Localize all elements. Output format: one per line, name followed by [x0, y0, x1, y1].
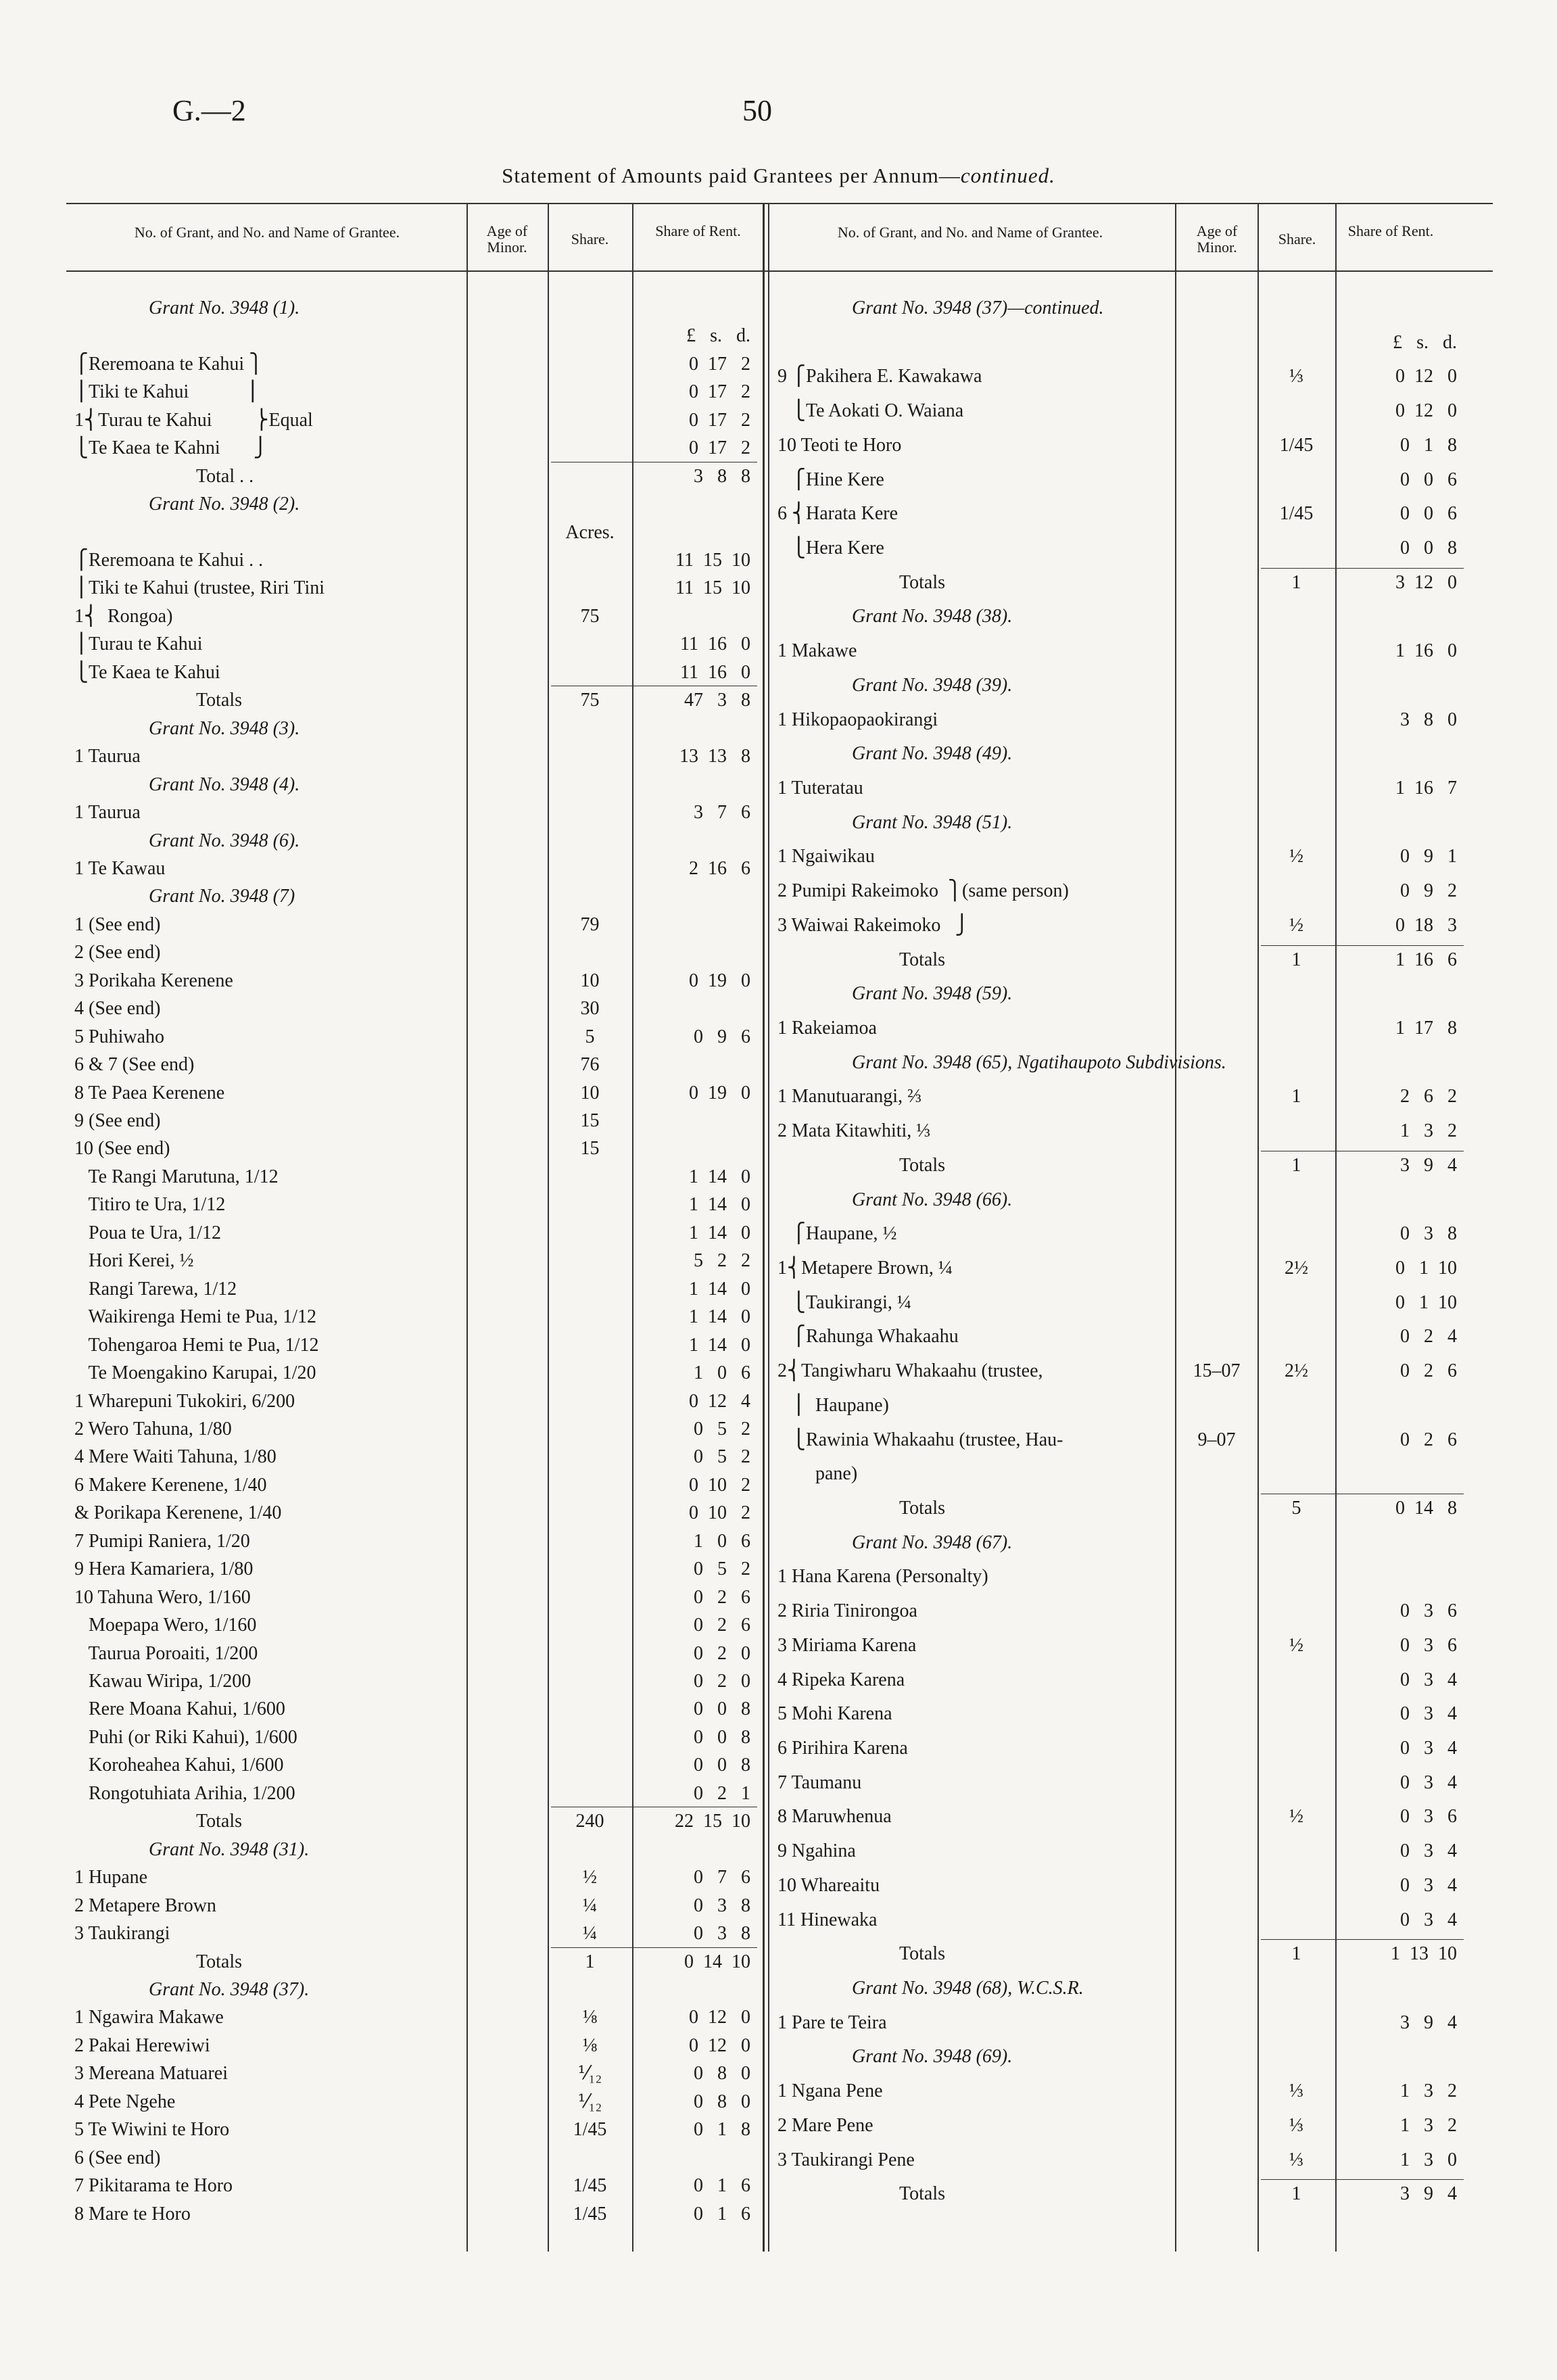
right-rent: 3 9 4 [1400, 2183, 1457, 2204]
left-name: ⎩Te Kaea te Kahni ⎭ [74, 437, 268, 458]
right-name: 3 Taukirangi Pene [777, 2149, 915, 2170]
right-rent: 0 3 4 [1400, 1669, 1457, 1690]
right-total-rule [1261, 2179, 1464, 2180]
right-share: 1/45 [1279, 503, 1314, 524]
right-rent: 1 17 8 [1395, 1018, 1457, 1039]
left-rent: 0 3 8 [694, 1895, 750, 1916]
right-name: Grant No. 3948 (68), W.C.S.R. [852, 1978, 1084, 1999]
left-name: 1 Te Kawau [74, 858, 166, 879]
left-name: 6 (See end) [74, 2147, 161, 2168]
left-rent: 0 17 2 [689, 410, 750, 431]
left-total-rule [551, 1947, 757, 1948]
right-rent: 2 6 2 [1400, 1086, 1457, 1107]
left-rent: 0 10 2 [689, 1502, 750, 1523]
left-name: Totals [196, 690, 243, 711]
left-name: & Porikapa Kerenene, 1/40 [74, 1502, 282, 1523]
right-minor: 15–07 [1193, 1360, 1241, 1381]
right-rent: 0 3 6 [1400, 1806, 1457, 1827]
left-name: ⎪Turau te Kahui [74, 634, 203, 654]
divider-l2 [548, 203, 549, 2252]
left-share: 1 [585, 1951, 595, 1972]
left-share: ⅟₁₂ [577, 2091, 602, 2112]
left-rent: 0 17 2 [689, 381, 750, 402]
right-name: 7 Taumanu [777, 1772, 862, 1793]
left-rent: 1 14 0 [689, 1166, 750, 1187]
left-name: 1 Wharepuni Tukokiri, 6/200 [74, 1391, 295, 1412]
right-name: 4 Ripeka Karena [777, 1669, 905, 1690]
right-share: 1 [1291, 949, 1301, 970]
right-rent: 3 8 0 [1400, 709, 1457, 730]
left-share: 1/45 [573, 2204, 607, 2224]
left-rent: 3 7 6 [694, 802, 750, 823]
right-rent: 0 9 1 [1400, 846, 1457, 867]
right-total-rule [1261, 1939, 1464, 1940]
right-name: ⎩Te Aokati O. Waiana [777, 400, 964, 421]
right-name: 1 Pare te Teira [777, 2012, 887, 2033]
left-rent: 0 14 10 [684, 1951, 750, 1972]
divider-l3 [632, 203, 633, 2252]
col-header-right-name: No. of Grant, and No. and Name of Grantee. [837, 224, 1103, 241]
right-share: 5 [1291, 1498, 1301, 1519]
left-share: 75 [580, 690, 600, 711]
right-rent: 3 9 4 [1400, 2012, 1457, 2033]
right-share: ½ [1289, 1806, 1303, 1827]
right-share: ⅓ [1289, 2080, 1303, 2101]
right-share: ⅓ [1289, 2115, 1303, 2136]
left-rent: 13 13 8 [679, 746, 750, 767]
left-rent: 22 15 10 [675, 1811, 750, 1832]
left-rent: 0 1 6 [694, 2204, 750, 2224]
right-name: Grant No. 3948 (66). [852, 1189, 1013, 1210]
right-name: 6 ⎨Harata Kere [777, 503, 899, 524]
left-name: ⎩Te Kaea te Kahui [74, 662, 220, 683]
divider-mid2 [768, 203, 769, 2252]
left-name: 2 Wero Tahuna, 1/80 [74, 1419, 232, 1439]
right-rent: 3 9 4 [1400, 1155, 1457, 1176]
left-rent: 0 12 4 [689, 1391, 750, 1412]
right-name: 1 Ngana Pene [777, 2080, 883, 2101]
left-rent: 1 14 0 [689, 1335, 750, 1356]
right-share: ½ [1289, 1635, 1303, 1656]
divider-mid [763, 203, 765, 2252]
right-name: 8 Maruwhenua [777, 1806, 892, 1827]
right-rent: 0 0 6 [1400, 469, 1457, 490]
right-share: 1 [1291, 2183, 1301, 2204]
left-share: 75 [580, 606, 600, 627]
right-share: 1 [1291, 1155, 1301, 1176]
left-name: 3 Taukirangi [74, 1923, 170, 1944]
right-rent: 0 9 2 [1400, 880, 1457, 901]
left-name: Poua te Ura, 1/12 [74, 1222, 221, 1243]
right-name: 1 Rakeiamoa [777, 1018, 877, 1039]
right-name: 6 Pirihira Karena [777, 1738, 908, 1759]
left-rent: 0 8 0 [694, 2091, 750, 2112]
left-rent: 1 14 0 [689, 1222, 750, 1243]
left-rent: 0 7 6 [694, 1867, 750, 1888]
left-rent: 1 14 0 [689, 1279, 750, 1300]
right-rent: 0 0 6 [1400, 503, 1457, 524]
left-name: Kawau Wiripa, 1/200 [74, 1671, 251, 1692]
right-name: Grant No. 3948 (51). [852, 812, 1013, 833]
right-rent: 1 16 7 [1395, 778, 1457, 799]
right-name: Grant No. 3948 (49). [852, 743, 1013, 764]
right-name: 2 Mata Kitawhiti, ⅓ [777, 1120, 931, 1141]
left-name: Te Moengakino Karupai, 1/20 [74, 1362, 316, 1383]
left-name: Puhi (or Riki Kahui), 1/600 [74, 1727, 297, 1748]
right-share: 2½ [1285, 1360, 1308, 1381]
right-rent: 1 3 0 [1400, 2149, 1457, 2170]
right-rent: 0 3 4 [1400, 1909, 1457, 1930]
left-name: 2 Metapere Brown [74, 1895, 216, 1916]
left-name: 10 Tahuna Wero, 1/160 [74, 1587, 251, 1608]
left-name: 7 Pikitarama te Horo [74, 2175, 233, 2196]
left-name: 8 Mare te Horo [74, 2204, 191, 2224]
left-share: 30 [580, 998, 600, 1019]
divider-r3 [1335, 203, 1337, 2252]
right-rent: 1 16 0 [1395, 640, 1457, 661]
left-rent: 1 14 0 [689, 1306, 750, 1327]
col-header-right-age: Age of Minor. [1196, 222, 1238, 256]
right-name: 1⎨Metapere Brown, ¼ [777, 1258, 953, 1279]
left-name: 8 Te Paea Kerenene [74, 1082, 225, 1103]
left-name: ⎧Reremoana te Kahui . . [74, 550, 264, 571]
right-name: Totals [899, 1155, 946, 1176]
right-rent: 0 3 4 [1400, 1772, 1457, 1793]
right-name: 11 Hinewaka [777, 1909, 878, 1930]
right-rent: 0 3 4 [1400, 1703, 1457, 1724]
left-share: 15 [580, 1138, 600, 1159]
left-rent: 0 17 2 [689, 437, 750, 458]
right-share: 1 [1291, 572, 1301, 593]
left-rent: 0 19 0 [689, 1082, 750, 1103]
left-share: 79 [580, 914, 600, 935]
right-name: 1 Hana Karena (Personalty) [777, 1566, 988, 1587]
right-name: 1 Hikopaopaokirangi [777, 709, 938, 730]
right-name: 1 Manutuarangi, ⅔ [777, 1086, 922, 1107]
left-name: 9 (See end) [74, 1110, 161, 1131]
right-rent: 0 1 8 [1400, 435, 1457, 456]
left-name: Totals [196, 1811, 243, 1832]
title-cont: continued. [960, 164, 1055, 187]
right-name: 9 Ngahina [777, 1840, 856, 1861]
right-rent: 0 3 6 [1400, 1600, 1457, 1621]
left-share: ⅛ [583, 2035, 597, 2056]
header-bottom-rule [66, 270, 1493, 272]
right-rent: £ s. d. [1393, 332, 1457, 353]
left-rent: 0 5 2 [694, 1419, 750, 1439]
left-name: Titiro te Ura, 1/12 [74, 1194, 226, 1215]
col-header-right-share: Share. [1278, 231, 1316, 247]
left-name: 1 Ngawira Makawe [74, 2007, 224, 2028]
right-name: Grant No. 3948 (38). [852, 606, 1013, 627]
left-name: Tohengaroa Hemi te Pua, 1/12 [74, 1335, 319, 1356]
right-total-rule [1261, 568, 1464, 569]
left-rent: 0 19 0 [689, 970, 750, 991]
left-name: 5 Puhiwaho [74, 1026, 164, 1047]
left-name: ⎪Tiki te Kahui ⎪ [74, 381, 260, 402]
left-name: 6 & 7 (See end) [74, 1054, 195, 1075]
left-name: Grant No. 3948 (4). [149, 774, 300, 795]
left-rent: 0 10 2 [689, 1475, 750, 1496]
page-number: 50 [742, 94, 772, 127]
left-name: 1 Taurua [74, 802, 141, 823]
right-name: ⎩Taukirangi, ¼ [777, 1292, 911, 1313]
left-name: 4 Mere Waiti Tahuna, 1/80 [74, 1446, 277, 1467]
right-name: ⎩Hera Kere [777, 538, 884, 558]
left-rent: 0 12 0 [689, 2007, 750, 2028]
left-name: Grant No. 3948 (3). [149, 718, 300, 739]
left-name: Rongotuhiata Arihia, 1/200 [74, 1783, 295, 1804]
left-name: 1⎨Turau te Kahui ⎬Equal [74, 410, 313, 431]
left-share: 15 [580, 1110, 600, 1131]
right-name: 10 Whareaitu [777, 1875, 880, 1896]
right-name: 1 Ngaiwikau [777, 846, 875, 867]
left-rent: 3 8 8 [694, 466, 750, 487]
left-rent: 1 0 6 [694, 1362, 750, 1383]
left-share: 10 [580, 970, 600, 991]
right-share: 1 [1291, 1943, 1301, 1964]
left-rent: 0 3 8 [694, 1923, 750, 1944]
col-header-left-name: No. of Grant, and No. and Name of Grantee. [134, 224, 400, 241]
left-rent: 0 2 1 [694, 1783, 750, 1804]
left-share: 5 [585, 1026, 595, 1047]
left-rent: 0 1 8 [694, 2119, 750, 2140]
right-name: 9 ⎧Pakihera E. Kawakawa [777, 366, 982, 387]
right-name: 3 Miriama Karena [777, 1635, 917, 1656]
right-rent: 0 3 4 [1400, 1875, 1457, 1896]
right-name: Grant No. 3948 (69). [852, 2046, 1013, 2067]
left-name: Te Rangi Marutuna, 1/12 [74, 1166, 279, 1187]
left-rent: 11 15 10 [675, 577, 750, 598]
right-name: 2⎨Tangiwharu Whakaahu (trustee, [777, 1360, 1043, 1381]
left-rent: 0 9 6 [694, 1026, 750, 1047]
left-name: 3 Mereana Matuarei [74, 2063, 228, 2084]
left-rent: 1 0 6 [694, 1531, 750, 1552]
right-rent: 0 3 8 [1400, 1223, 1457, 1244]
right-rent: 0 2 6 [1400, 1429, 1457, 1450]
left-name: Grant No. 3948 (1). [149, 298, 300, 318]
left-rent: 0 8 0 [694, 2063, 750, 2084]
right-share: ½ [1289, 846, 1303, 867]
right-name: Totals [899, 2183, 946, 2204]
left-rent: 0 12 0 [689, 2035, 750, 2056]
left-name: 1 (See end) [74, 914, 161, 935]
left-name: Waikirenga Hemi te Pua, 1/12 [74, 1306, 317, 1327]
right-name: ⎩Rawinia Whakaahu (trustee, Hau- [777, 1429, 1063, 1450]
left-name: 3 Porikaha Kerenene [74, 970, 233, 991]
left-name: Grant No. 3948 (2). [149, 494, 300, 515]
right-name: Totals [899, 949, 946, 970]
right-name: 1 Tuteratau [777, 778, 863, 799]
right-name: Grant No. 3948 (65), Ngatihaupoto Subdivisions. [852, 1052, 1226, 1073]
left-name: 5 Te Wiwini te Horo [74, 2119, 230, 2140]
table-top-rule [66, 203, 1493, 204]
left-rent: 0 2 6 [694, 1587, 750, 1608]
right-name: Grant No. 3948 (67). [852, 1532, 1013, 1553]
right-rent: 1 3 2 [1400, 1120, 1457, 1141]
left-rent: 2 16 6 [689, 858, 750, 879]
left-name: 9 Hera Kamariera, 1/80 [74, 1558, 254, 1579]
right-rent: 1 16 6 [1395, 949, 1457, 970]
left-share: ⅛ [583, 2007, 597, 2028]
left-name: 4 Pete Ngehe [74, 2091, 176, 2112]
left-share: 76 [580, 1054, 600, 1075]
right-rent: 0 18 3 [1395, 915, 1457, 936]
page-title [0, 164, 1557, 188]
right-minor: 9–07 [1197, 1429, 1236, 1450]
right-name: pane) [777, 1463, 858, 1484]
right-name: Totals [899, 1498, 946, 1519]
left-name: 10 (See end) [74, 1138, 170, 1159]
left-share: 1/45 [573, 2119, 607, 2140]
left-rent: 0 2 0 [694, 1643, 750, 1664]
right-name: 1 Makawe [777, 640, 857, 661]
left-rent: 47 3 8 [684, 690, 750, 711]
right-rent: 1 3 2 [1400, 2080, 1457, 2101]
right-name: ⎧Hine Kere [777, 469, 884, 490]
right-rent: 1 13 10 [1391, 1943, 1457, 1964]
left-rent: 11 16 0 [680, 634, 750, 654]
left-rent: 0 1 6 [694, 2175, 750, 2196]
left-rent: 5 2 2 [694, 1250, 750, 1271]
left-name: 4 (See end) [74, 998, 161, 1019]
left-name: Total . . [196, 466, 254, 487]
left-rent: 0 17 2 [689, 354, 750, 375]
col-header-left-share: Share. [571, 231, 609, 247]
left-name: Grant No. 3948 (6). [149, 830, 300, 851]
left-share: ¼ [583, 1895, 597, 1916]
right-share: 1/45 [1279, 435, 1314, 456]
page-code: G.—2 [172, 94, 246, 127]
left-share: ¼ [583, 1923, 597, 1944]
left-share: ½ [583, 1867, 597, 1888]
right-rent: 0 1 10 [1395, 1292, 1457, 1313]
left-name: ⎪Tiki te Kahui (trustee, Riri Tini [74, 577, 325, 598]
left-rent: 1 14 0 [689, 1194, 750, 1215]
right-name: Grant No. 3948 (37)—continued. [852, 298, 1104, 318]
left-rent: 0 2 6 [694, 1615, 750, 1636]
right-rent: 1 3 2 [1400, 2115, 1457, 2136]
right-name: Grant No. 3948 (59). [852, 983, 1013, 1004]
right-share: 1 [1291, 1086, 1301, 1107]
right-share: ⅓ [1289, 366, 1303, 387]
right-share: ⅓ [1289, 2149, 1303, 2170]
left-name: ⎧Reremoana te Kahui ⎫ [74, 354, 264, 375]
right-name: ⎧Rahunga Whakaahu [777, 1326, 959, 1347]
right-name: 2 Mare Pene [777, 2115, 873, 2136]
left-share: 240 [575, 1811, 604, 1832]
right-rent: 0 3 4 [1400, 1840, 1457, 1861]
left-rent: 0 0 8 [694, 1727, 750, 1748]
left-rent: £ s. d. [686, 325, 750, 346]
left-name: Rere Moana Kahui, 1/600 [74, 1698, 285, 1719]
right-name: 2 Pumipi Rakeimoko ⎫(same person) [777, 880, 1069, 901]
left-share: 10 [580, 1082, 600, 1103]
left-name: Grant No. 3948 (37). [149, 1979, 310, 2000]
left-name: Taurua Poroaiti, 1/200 [74, 1643, 258, 1664]
left-name: Grant No. 3948 (7) [149, 886, 295, 907]
left-rent: 11 15 10 [675, 550, 750, 571]
right-name: Totals [899, 1943, 946, 1964]
right-rent: 0 3 6 [1400, 1635, 1457, 1656]
right-rent: 0 12 0 [1395, 366, 1457, 387]
right-rent: 3 12 0 [1395, 572, 1457, 593]
left-name: Rangi Tarewa, 1/12 [74, 1279, 237, 1300]
right-share: 2½ [1285, 1258, 1308, 1279]
col-header-right-rent: Share of Rent. [1347, 222, 1434, 239]
left-name: 2 Pakai Herewiwi [74, 2035, 210, 2056]
left-share: Acres. [565, 522, 615, 543]
right-rent: 0 2 4 [1400, 1326, 1457, 1347]
left-share: ⅟₁₂ [577, 2063, 602, 2084]
right-name: Grant No. 3948 (39). [852, 675, 1013, 696]
right-rent: 0 12 0 [1395, 400, 1457, 421]
right-name: 5 Mohi Karena [777, 1703, 892, 1724]
col-header-left-rent: Share of Rent. [655, 222, 741, 239]
left-name: Hori Kerei, ½ [74, 1250, 194, 1271]
right-rent: 0 3 4 [1400, 1738, 1457, 1759]
right-name: 10 Teoti te Horo [777, 435, 902, 456]
left-name: 6 Makere Kerenene, 1/40 [74, 1475, 267, 1496]
left-name: Koroheahea Kahui, 1/600 [74, 1755, 284, 1776]
left-name: Grant No. 3948 (31). [149, 1839, 310, 1860]
right-share: ½ [1289, 915, 1303, 936]
right-name: Totals [899, 572, 946, 593]
left-name: Totals [196, 1951, 243, 1972]
title-main: Statement of Amounts paid Grantees per Annum— [502, 164, 961, 187]
left-name: 2 (See end) [74, 942, 161, 963]
left-share: 1/45 [573, 2175, 607, 2196]
left-name: 1 Hupane [74, 1867, 148, 1888]
col-header-left-age: Age of Minor. [486, 222, 528, 256]
left-name: 7 Pumipi Raniera, 1/20 [74, 1531, 250, 1552]
left-rent: 0 2 0 [694, 1671, 750, 1692]
right-rent: 0 2 6 [1400, 1360, 1457, 1381]
right-rent: 0 1 10 [1395, 1258, 1457, 1279]
right-rent: 0 14 8 [1395, 1498, 1457, 1519]
left-rent: 0 5 2 [694, 1446, 750, 1467]
left-rent: 0 0 8 [694, 1755, 750, 1776]
left-name: Moepapa Wero, 1/160 [74, 1615, 257, 1636]
left-rent: 0 5 2 [694, 1558, 750, 1579]
right-total-rule [1261, 945, 1464, 946]
left-name: 1 Taurua [74, 746, 141, 767]
left-rent: 11 16 0 [680, 662, 750, 683]
right-name: ⎧Haupane, ½ [777, 1223, 897, 1244]
right-name: ⎪ Haupane) [777, 1395, 889, 1416]
right-name: 3 Waiwai Rakeimoko ⎭ [777, 915, 969, 936]
left-name: 1⎨ Rongoa) [74, 606, 173, 627]
left-rent: 0 0 8 [694, 1698, 750, 1719]
right-rent: 0 0 8 [1400, 538, 1457, 558]
right-name: 2 Riria Tinirongoa [777, 1600, 917, 1621]
